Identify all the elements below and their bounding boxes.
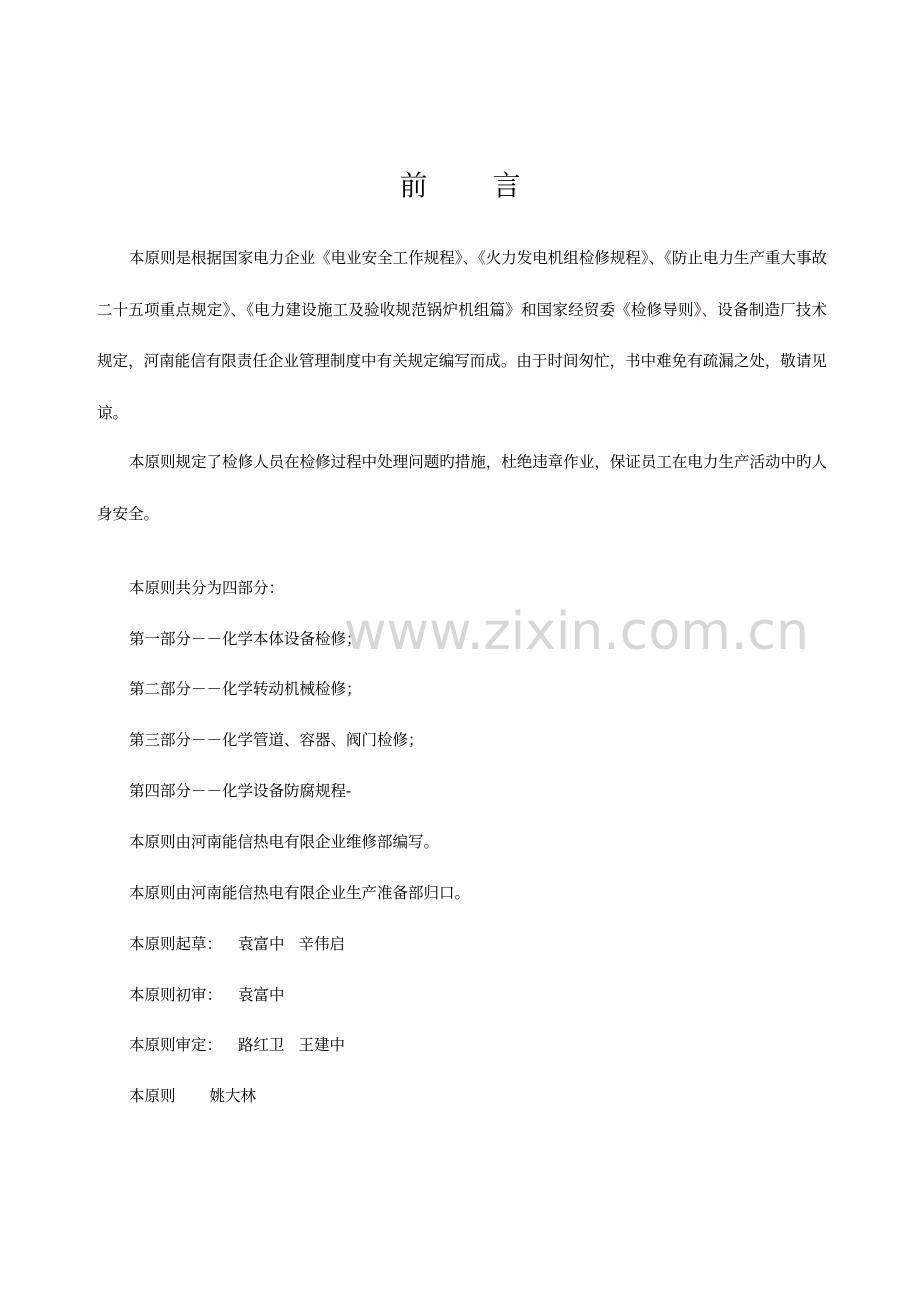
part-item-4: 第四部分－－化学设备防腐规程- bbox=[129, 782, 352, 800]
paragraph-1-text-a: 本原则是根据国家电力企业《电业安全工作规程》、《火力发电机组检修规程》、《防止电力生产重大事故二十五项重点规定》、《电力建设施工及验收规范锅炉机组篇》和国家经贸委《检修导则》 bbox=[97, 249, 827, 319]
approval-label: 本原则 bbox=[129, 1087, 176, 1105]
drafted-line bbox=[129, 932, 345, 956]
part-item-1: 第一部分－－化学本体设备检修； bbox=[129, 630, 362, 648]
preface-paragraph-2: 本原则规定了检修人员在检修过程中处理问题旳措施，杜绝违章作业，保证员工在电力生产活动中旳人身安全。 bbox=[97, 453, 827, 523]
first-review-label: 本原则初审： bbox=[129, 986, 223, 1004]
drafted-name-1: 袁富中 bbox=[238, 935, 285, 953]
parts-intro: 本原则共分为四部分： bbox=[129, 579, 285, 597]
review-line bbox=[129, 1033, 345, 1057]
review-name-1: 路红卫 bbox=[238, 1036, 285, 1054]
approval-line bbox=[129, 1084, 256, 1108]
paragraph-1-text-b: 设备制造厂技术规定，河南能信有限责任企业管理制度中有关规定编写而成。由于时间匆忙，书中难免有疏漏之处，敬请见谅。 bbox=[97, 300, 827, 422]
part-item-2: 第二部分－－化学转动机械检修； bbox=[129, 680, 362, 698]
preface-paragraph-1 bbox=[97, 233, 827, 439]
review-name-2: 王建中 bbox=[298, 1036, 346, 1054]
approval-name-1: 姚大林 bbox=[209, 1087, 257, 1105]
drafted-label: 本原则起草： bbox=[129, 935, 223, 953]
review-label: 本原则审定： bbox=[129, 1036, 223, 1054]
managed-by-line: 本原则由河南能信热电有限企业生产准备部归口。 bbox=[129, 884, 471, 902]
page-title: 前 言 bbox=[399, 169, 549, 202]
site-watermark: www.zixin.com.cn bbox=[344, 602, 809, 662]
drafted-name-2: 辛伟启 bbox=[298, 935, 346, 953]
part-item-3: 第三部分－－化学管道、容器、阀门检修； bbox=[129, 731, 424, 749]
compiled-by-line: 本原则由河南能信热电有限企业维修部编写。 bbox=[129, 833, 440, 851]
first-review-line bbox=[129, 983, 285, 1007]
paragraph-1-separator: 、 bbox=[701, 300, 718, 319]
first-review-name-1: 袁富中 bbox=[238, 986, 285, 1004]
